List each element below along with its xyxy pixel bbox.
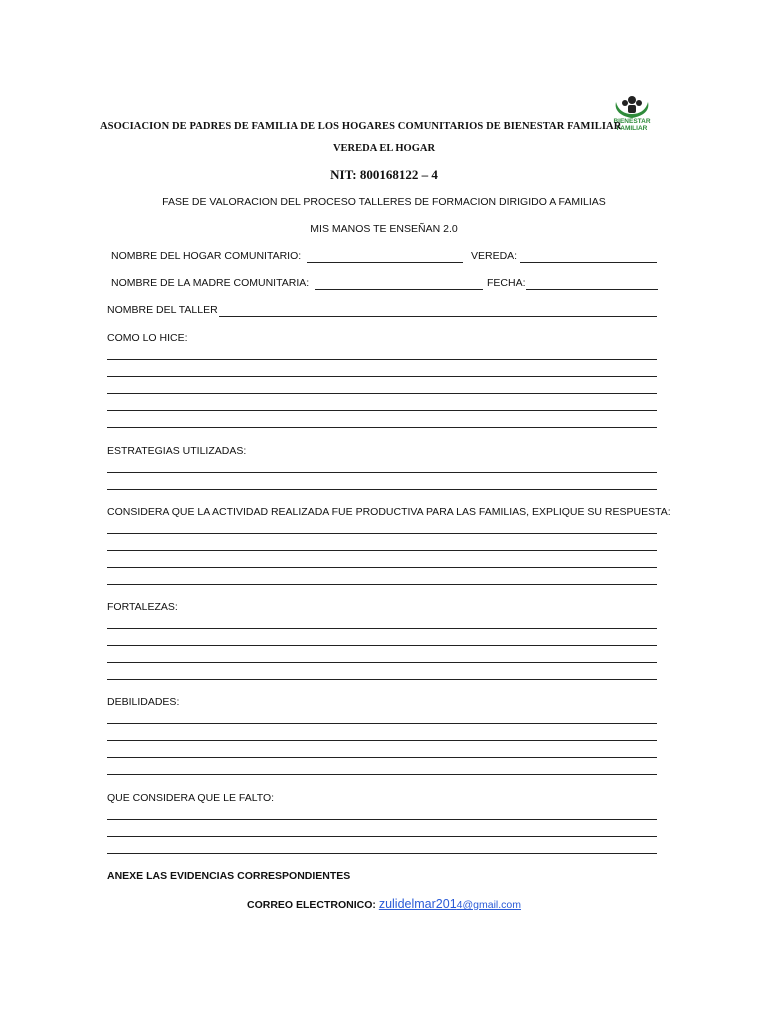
- debilidades-answer-line[interactable]: [107, 774, 657, 775]
- anexe-evidencias-text: ANEXE LAS EVIDENCIAS CORRESPONDIENTES: [107, 870, 351, 882]
- correo-label: CORREO ELECTRONICO:: [246, 899, 376, 911]
- vereda-label: VEREDA:: [471, 250, 518, 262]
- madre-input-line[interactable]: [315, 289, 483, 290]
- falto-answer-line[interactable]: [107, 853, 657, 854]
- hogar-input-line[interactable]: [307, 262, 463, 263]
- fortalezas-answer-line[interactable]: [107, 628, 657, 629]
- taller-label: NOMBRE DEL TALLER: [107, 304, 218, 316]
- logo-text-line2: FAMILIAR: [616, 124, 648, 132]
- fortalezas-answer-line[interactable]: [107, 662, 657, 663]
- considera-answer-line[interactable]: [107, 584, 657, 585]
- vereda-input-line[interactable]: [520, 262, 657, 263]
- como-answer-line[interactable]: [107, 410, 657, 411]
- fortalezas-label: FORTALEZAS:: [107, 601, 178, 613]
- nit-number: NIT: 800168122 – 4: [330, 167, 438, 182]
- taller-input-line[interactable]: [219, 316, 657, 317]
- estrategias-answer-line[interactable]: [107, 489, 657, 490]
- fortalezas-answer-line[interactable]: [107, 645, 657, 646]
- fecha-label: FECHA:: [487, 277, 526, 289]
- organization-name: ASOCIACION DE PADRES DE FAMILIA DE LOS HOGARES COMUNITARIOS DE BIENESTAR FAMILIAR: [100, 121, 622, 132]
- form-subtitle: FASE DE VALORACION DEL PROCESO TALLERES DE FORMACION DIRIGIDO A FAMILIAS: [162, 196, 606, 208]
- fecha-input-line[interactable]: [526, 289, 658, 290]
- vereda-title: VEREDA EL HOGAR: [332, 143, 436, 154]
- debilidades-answer-line[interactable]: [107, 740, 657, 741]
- correo-line: [0, 897, 768, 911]
- falto-label: QUE CONSIDERA QUE LE FALTO:: [107, 792, 275, 804]
- falto-answer-line[interactable]: [107, 819, 657, 820]
- como-answer-line[interactable]: [107, 427, 657, 428]
- madre-label: NOMBRE DE LA MADRE COMUNITARIA:: [111, 277, 310, 289]
- debilidades-answer-line[interactable]: [107, 723, 657, 724]
- logo-text-line1: BIENESTAR: [613, 118, 651, 125]
- como-lo-hice-label: COMO LO HICE:: [107, 332, 188, 344]
- considera-label: CONSIDERA QUE LA ACTIVIDAD REALIZADA FUE PRODUCTIVA PARA LAS FAMILIAS, EXPLIQUE SU RESPUESTA:: [107, 506, 671, 518]
- considera-answer-line[interactable]: [107, 550, 657, 551]
- hogar-label: NOMBRE DEL HOGAR COMUNITARIO:: [111, 250, 302, 262]
- como-answer-line[interactable]: [107, 359, 657, 360]
- estrategias-answer-line[interactable]: [107, 472, 657, 473]
- email-link-part1[interactable]: zulidelmar201: [378, 897, 457, 911]
- considera-answer-line[interactable]: [107, 567, 657, 568]
- email-link-part2[interactable]: 4@gmail.com: [456, 899, 521, 911]
- fortalezas-answer-line[interactable]: [107, 679, 657, 680]
- como-answer-line[interactable]: [107, 376, 657, 377]
- estrategias-label: ESTRATEGIAS UTILIZADAS:: [107, 445, 247, 457]
- como-answer-line[interactable]: [107, 393, 657, 394]
- program-name: MIS MANOS TE ENSEÑAN 2.0: [310, 223, 458, 235]
- debilidades-label: DEBILIDADES:: [107, 696, 180, 708]
- falto-answer-line[interactable]: [107, 836, 657, 837]
- debilidades-answer-line[interactable]: [107, 757, 657, 758]
- considera-answer-line[interactable]: [107, 533, 657, 534]
